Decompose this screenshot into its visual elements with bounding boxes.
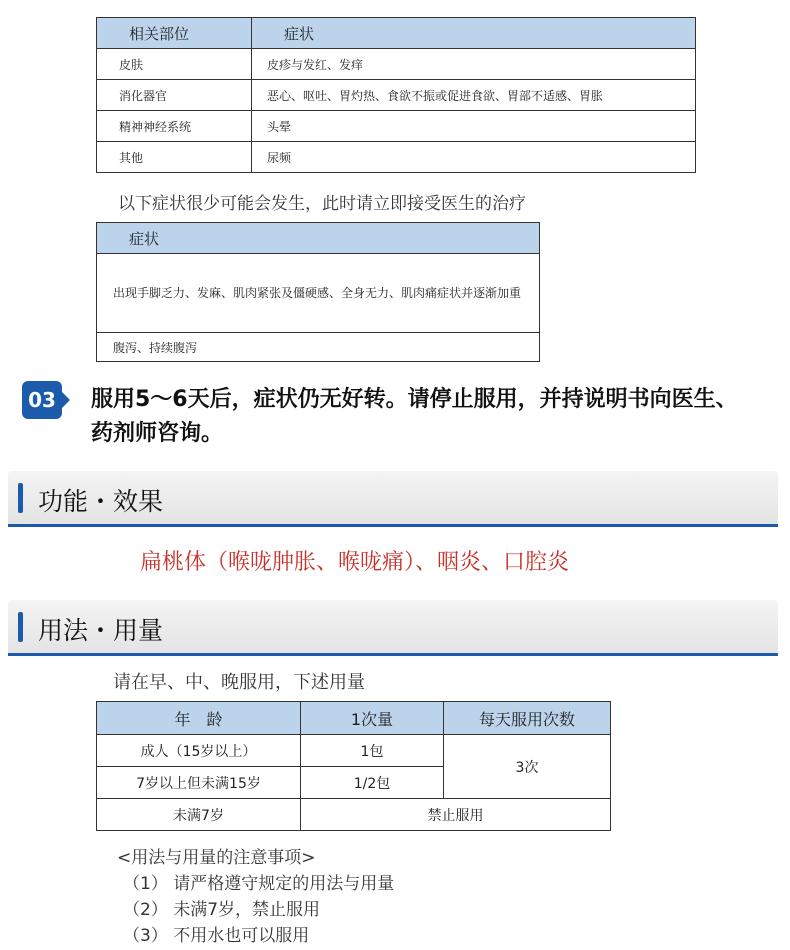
table-row [97,142,696,173]
note-item: （2） 未满7岁，禁止服用 [123,900,321,920]
times-cell: 3次 [444,735,611,799]
function-description: 扁桃体（喉咙肿胀、喉咙痛）、咽炎、口腔炎 [140,550,570,575]
dosage-table [96,701,611,831]
note-item: （1） 请严格遵守规定的用法与用量 [123,874,395,894]
age-cell: 未满7岁 [97,799,301,831]
table-row [97,111,696,142]
column-header: 症状 [252,18,696,49]
table-row [97,49,696,80]
age-cell: 成人（15岁以上） [97,735,301,767]
column-header: 症状 [97,223,540,254]
column-header: 每天服用次数 [444,702,611,735]
table-cell: 其他 [97,142,252,173]
column-header: 1次量 [301,702,444,735]
prohibited-cell: 禁止服用 [301,799,611,831]
table-cell: 消化器官 [97,80,252,111]
rare-symptoms-notice: 以下症状很少可能会发生，此时请立即接受医生的治疗 [118,194,526,214]
table-row [97,80,696,111]
table-header-row [97,702,611,735]
table-row [97,333,540,362]
dose-cell: 1/2包 [301,767,444,799]
table-row [97,799,611,831]
rare-symptoms-table [96,222,540,362]
dosage-intro: 请在早、中、晚服用，下述用量 [113,672,365,693]
table-cell: 腹泻、持续腹泻 [97,333,540,362]
section-title: 功能・效果 [38,487,164,516]
table-header-row [97,18,696,49]
notes-title: <用法与用量的注意事项> [117,848,316,868]
dosage-notes [117,845,394,949]
table-cell: 皮肤 [97,49,252,80]
section-title: 用法・用量 [38,616,164,645]
table-cell: 头晕 [252,111,696,142]
table-cell: 精神神经系统 [97,111,252,142]
dose-cell: 1包 [301,735,444,767]
table-cell: 恶心、呕吐、胃灼热、食欲不振或促进食欲、胃部不适感、胃胀 [252,80,696,111]
table-header-row [97,223,540,254]
section-accent-bar [18,483,23,513]
section-header-function [8,471,778,527]
table-cell: 皮疹与发红、发痒 [252,49,696,80]
table-cell: 出现手脚乏力、发麻、肌肉紧张及僵硬感、全身无力、肌肉痛症状并逐渐加重 [97,254,540,333]
age-cell: 7岁以上但未满15岁 [97,767,301,799]
section-header-dosage [8,600,778,656]
side-effects-table [96,17,696,173]
column-header: 年 龄 [97,702,301,735]
step-instruction: 服用5～6天后，症状仍无好转。请停止服用，并持说明书向医生、药剂师咨询。 [91,387,738,446]
section-accent-bar [18,612,23,642]
table-row [97,735,611,767]
note-item: （3） 不用水也可以服用 [123,926,310,946]
step-number-badge: 03 [22,381,62,419]
table-cell: 尿频 [252,142,696,173]
column-header: 相关部位 [97,18,252,49]
table-row [97,254,540,333]
